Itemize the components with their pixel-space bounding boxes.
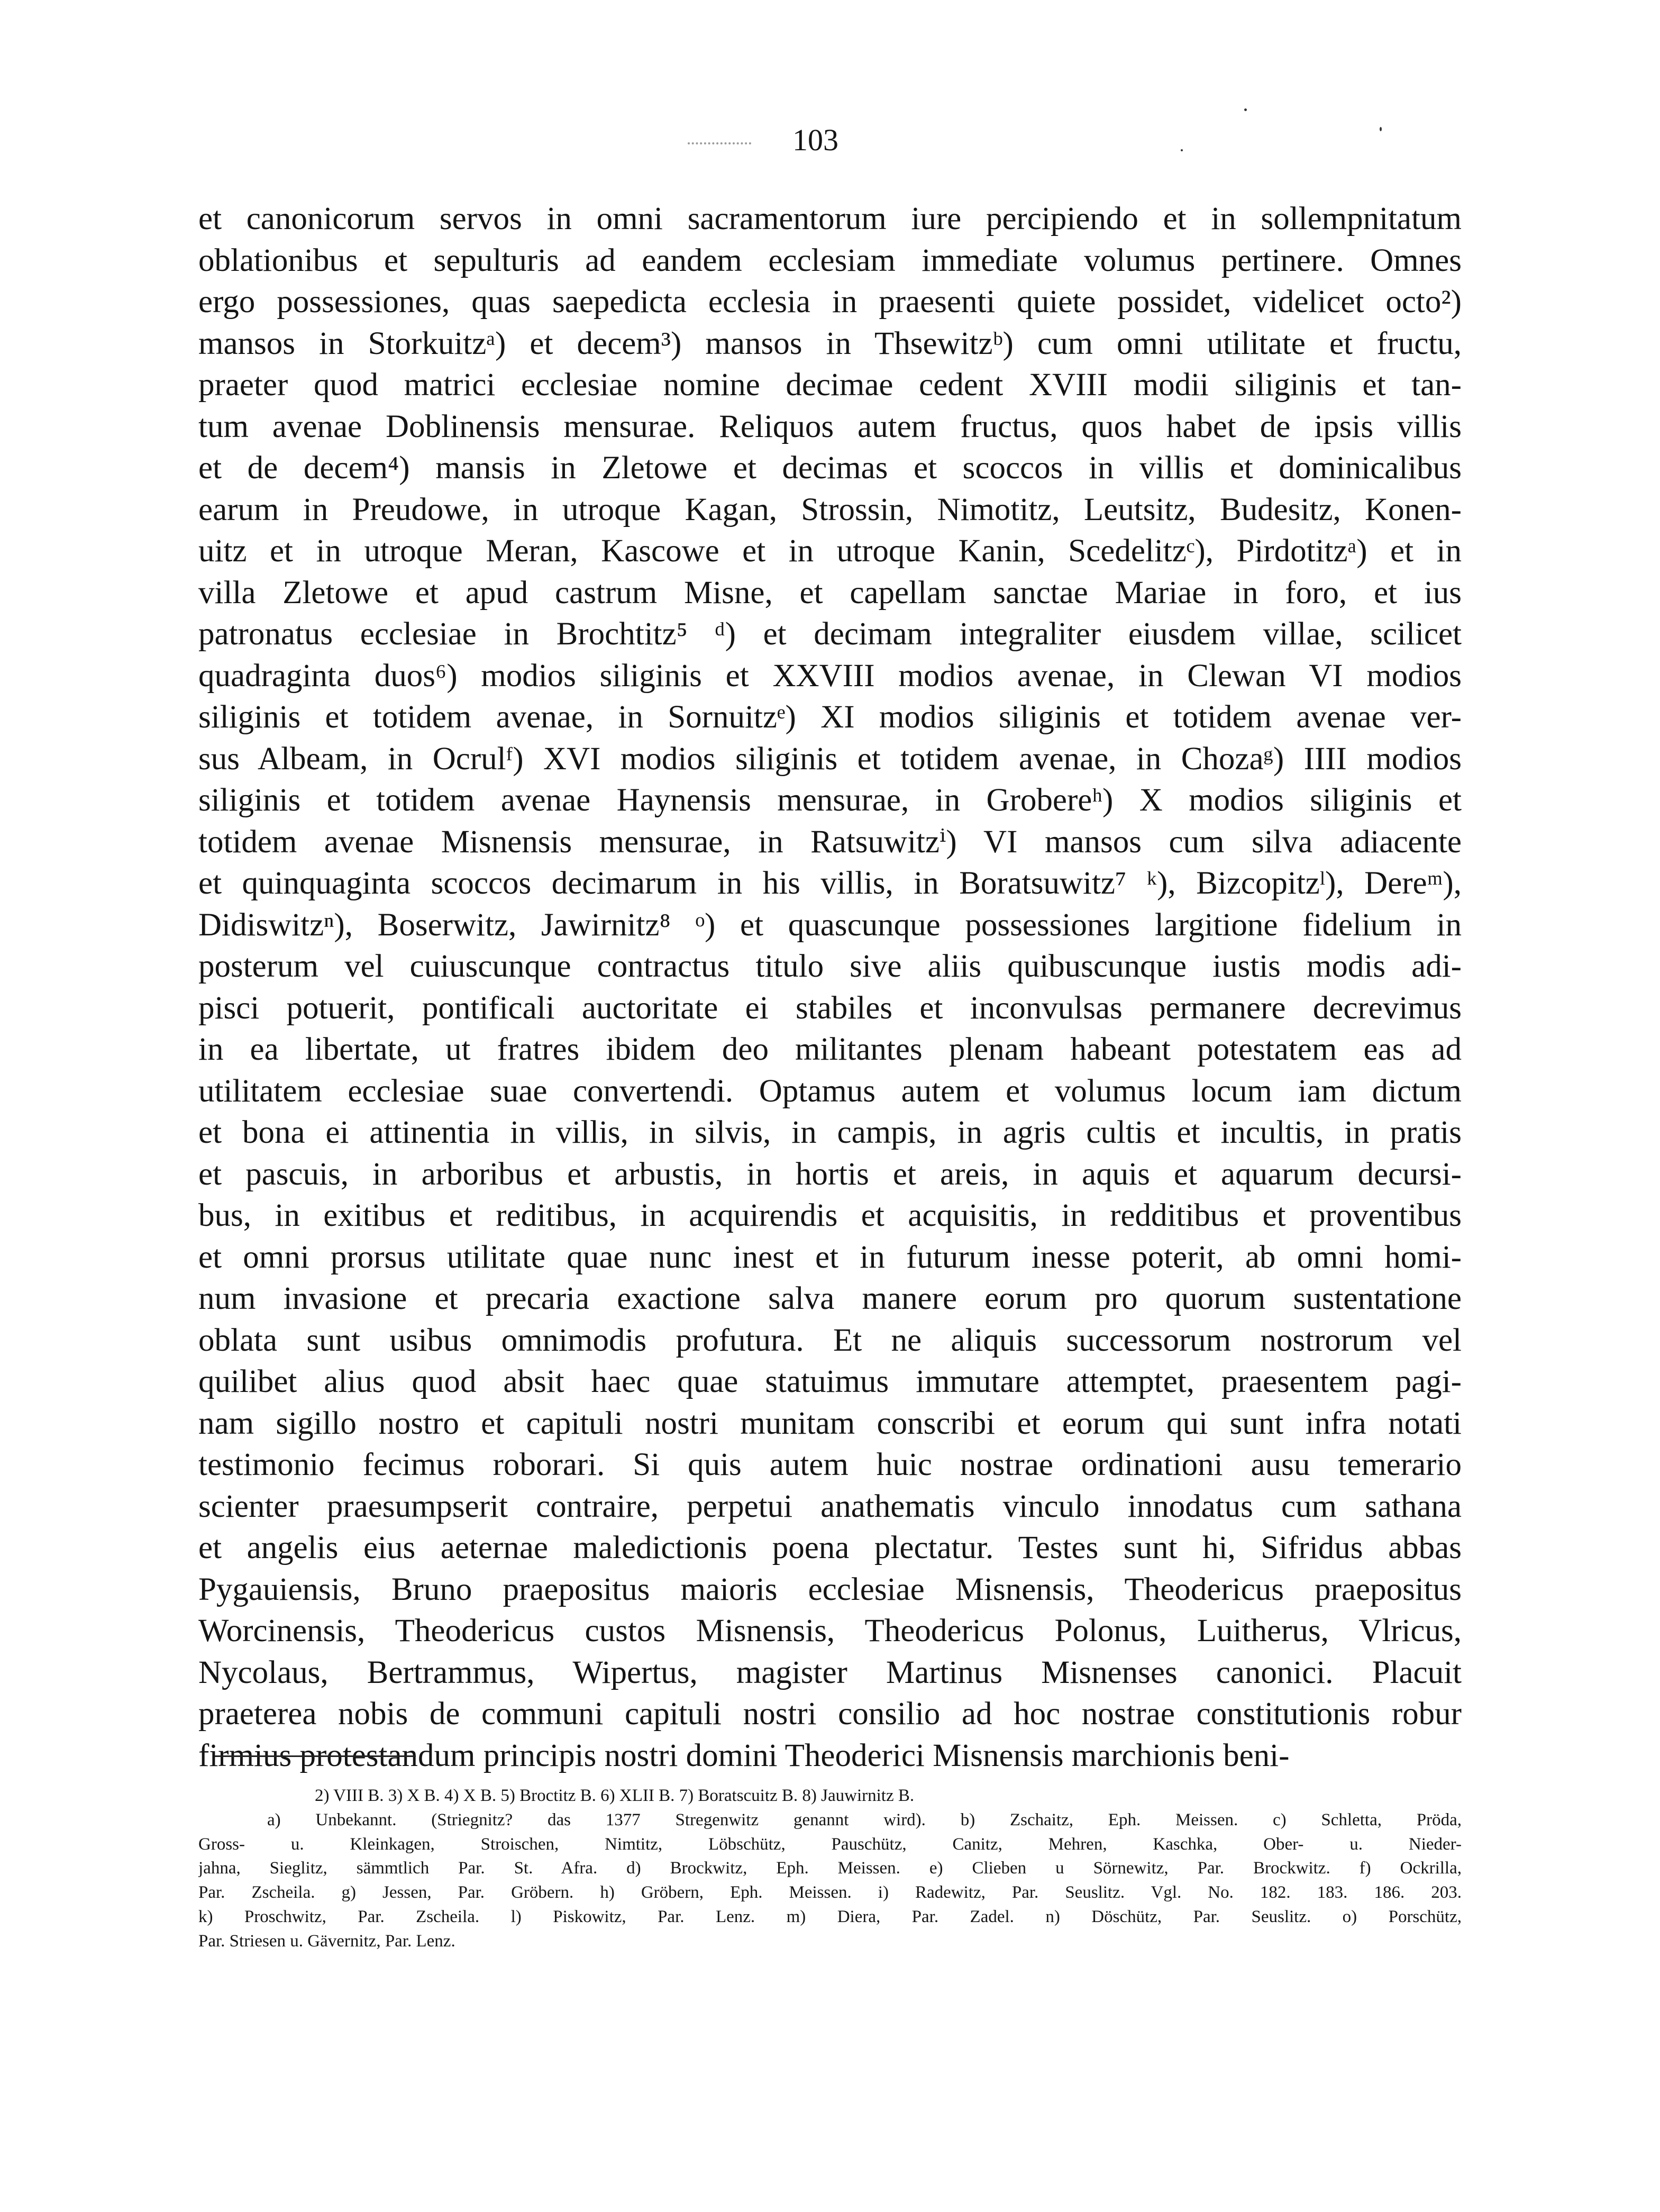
scan-speck [1244, 108, 1247, 111]
text-line: tum avenae Doblinensis mensurae. Reliquos autem fructus, quos habet de ipsis villis [198, 408, 1462, 444]
text-line: praeterea nobis de communi capituli nostri consilio ad hoc nostrae constitutionis robur [198, 1696, 1462, 1732]
footnote-line: Par. Striesen u. Gävernitz, Par. Lenz. [198, 1931, 455, 1951]
text-line: siliginis et totidem avenae Haynensis mensurae, in Groberеʰ) X modios siliginis et [198, 782, 1462, 818]
footnote-separator [215, 1755, 416, 1757]
text-line: uitz et in utroque Meran, Kascowe et in utroque Kanin, Scedelitzᶜ), Pirdotitzᵃ) et in [198, 533, 1462, 569]
text-line: Worcinensis, Theodericus custos Misnensis, Theodericus Polonus, Luitherus, Vlricus, [198, 1613, 1462, 1649]
footnote-line: a) Unbekannt. (Striegnitz? das 1377 Stregenwitz genannt wird). b) Zschaitz, Eph. Meissen. c) Schletta, Pröda, [267, 1810, 1462, 1829]
text-line: totidem avenae Misnensis mensurae, in Ratsuwitzⁱ) VI mansos cum silva adiacente [198, 824, 1462, 860]
text-line: earum in Preudowe, in utroque Kagan, Strossin, Nimotitz, Leutsitz, Budesitz, Konen- [198, 491, 1462, 527]
text-line: scienter praesumpserit contraire, perpetui anathematis vinculo innodatus cum sathana [198, 1488, 1462, 1524]
text-line: et pascuis, in arboribus et arbustis, in hortis et areis, in aquis et aquarum decursi- [198, 1156, 1462, 1192]
footnotes [198, 1784, 1462, 1954]
scan-speck [1380, 127, 1382, 131]
text-line: oblata sunt usibus omnimodis profutura. Et ne aliquis successorum nostrorum vel [198, 1322, 1462, 1358]
page-header [0, 119, 1660, 161]
text-line: Nycolaus, Bertrammus, Wipertus, magister Martinus Misnenses canonici. Placuit [198, 1654, 1462, 1690]
text-line: quilibet alius quod absit haec quae statuimus immutare attemptet, praesentem pagi- [198, 1364, 1462, 1399]
header-dotted-rule [688, 142, 751, 144]
text-line: pisci potuerit, pontificali auctoritate ei stabiles et inconvulsas permanere decrevimus [198, 990, 1462, 1026]
scan-speck [1181, 149, 1183, 151]
footnote-line: jahna, Sieglitz, sämmtlich Par. St. Afra. d) Brockwitz, Eph. Meissen. e) Clieben u Sörnewitz, Par. Brockwitz. f) Ockrilla, [198, 1859, 1462, 1878]
text-line: et de decem⁴) mansis in Zletowe et decimas et scoccos in villis et dominicalibus [198, 450, 1462, 486]
body-text [198, 198, 1462, 1777]
text-line: et quinquaginta scoccos decimarum in his villis, in Boratsuwitz⁷ ᵏ), Bizcopitzˡ), Dereᵐ), [198, 866, 1462, 901]
text-line: Pygauiensis, Bruno praepositus maioris ecclesiae Misnensis, Theodericus praepositus [198, 1571, 1462, 1607]
text-line: sus Albeam, in Ocrulᶠ) XVI modios siliginis et totidem avenae, in Chozaᵍ) IIII modios [198, 741, 1462, 777]
text-line: firmius protestandum principis nostri domini Theoderici Misnensis marchionis beni- [198, 1737, 1290, 1773]
text-line: oblationibus et sepulturis ad eandem ecclesiam immediate volumus pertinere. Omnes [198, 242, 1462, 278]
footnote-line: 2) VIII B. 3) X B. 4) X B. 5) Broctitz B. 6) XLII B. 7) Boratscuitz B. 8) Jauwirnitz B. [315, 1786, 915, 1805]
text-line: mansos in Storkuitzᵃ) et decem³) mansos in Thsewitzᵇ) cum omni utilitate et fructu, [198, 325, 1462, 361]
text-line: praeter quod matrici ecclesiae nomine decimae cedent XVIII modii siliginis et tan- [198, 367, 1462, 403]
text-line: siliginis et totidem avenae, in Sornuitzᵉ) XI modios siliginis et totidem avenae ver- [198, 699, 1462, 735]
text-line: in ea libertate, ut fratres ibidem deo militantes plenam habeant potestatem eas ad [198, 1032, 1462, 1067]
text-line: bus, in exitibus et reditibus, in acquirendis et acquisitis, in redditibus et proventibus [198, 1198, 1462, 1233]
footnote-line: Gross- u. Kleinkagen, Stroischen, Nimtitz, Löbschütz, Pauschütz, Canitz, Mehren, Kaschka, Ober- u. Nieder- [198, 1834, 1462, 1854]
footnote-line: Par. Zscheila. g) Jessen, Par. Gröbern. h) Gröbern, Eph. Meissen. i) Radewitz, Par. Seuslitz. Vgl. No. 182. 183. 186. 203. [198, 1883, 1462, 1902]
text-line: ergo possessiones, quas saepedicta ecclesia in praesenti quiete possidet, videlicet octo²) [198, 284, 1462, 320]
text-line: et omni prorsus utilitate quae nunc inest et in futurum inesse poterit, ab omni homi- [198, 1239, 1462, 1275]
footnote-line: k) Proschwitz, Par. Zscheila. l) Piskowitz, Par. Lenz. m) Diera, Par. Zadel. n) Döschütz, Par. Seuslitz. o) Porschütz, [198, 1907, 1462, 1926]
text-line: num invasione et precaria exactione salva manere eorum pro quorum sustentatione [198, 1281, 1462, 1316]
text-line: Didiswitzⁿ), Boserwitz, Jawirnitz⁸ ᵒ) et quascunque possessiones largitione fidelium in [198, 907, 1462, 943]
text-line: et bona ei attinentia in villis, in silvis, in campis, in agris cultis et incultis, in pratis [198, 1115, 1462, 1150]
text-line: villa Zletowe et apud castrum Misne, et capellam sanctae Mariae in foro, et ius [198, 575, 1462, 611]
text-line: posterum vel cuiuscunque contractus titulo sive aliis quibuscunque iustis modis adi- [198, 949, 1462, 984]
text-line: utilitatem ecclesiae suae convertendi. Optamus autem et volumus locum iam dictum [198, 1073, 1462, 1109]
text-line: nam sigillo nostro et capituli nostri munitam conscribi et eorum qui sunt infra notati [198, 1405, 1462, 1441]
text-line: testimonio fecimus roborari. Si quis autem huic nostrae ordinationi ausu temerario [198, 1447, 1462, 1482]
text-line: et canonicorum servos in omni sacramentorum iure percipiendo et in sollempnitatum [198, 201, 1462, 236]
text-line: quadraginta duos⁶) modios siliginis et XXVIII modios avenae, in Clewan VI modios [198, 658, 1462, 694]
text-line: et angelis eius aeternae maledictionis poena plectatur. Testes sunt hi, Sifridus abbas [198, 1530, 1462, 1565]
text-line: patronatus ecclesiae in Brochtitz⁵ ᵈ) et decimam integraliter eiusdem villae, scilicet [198, 616, 1462, 652]
page-number: 103 [792, 123, 838, 157]
